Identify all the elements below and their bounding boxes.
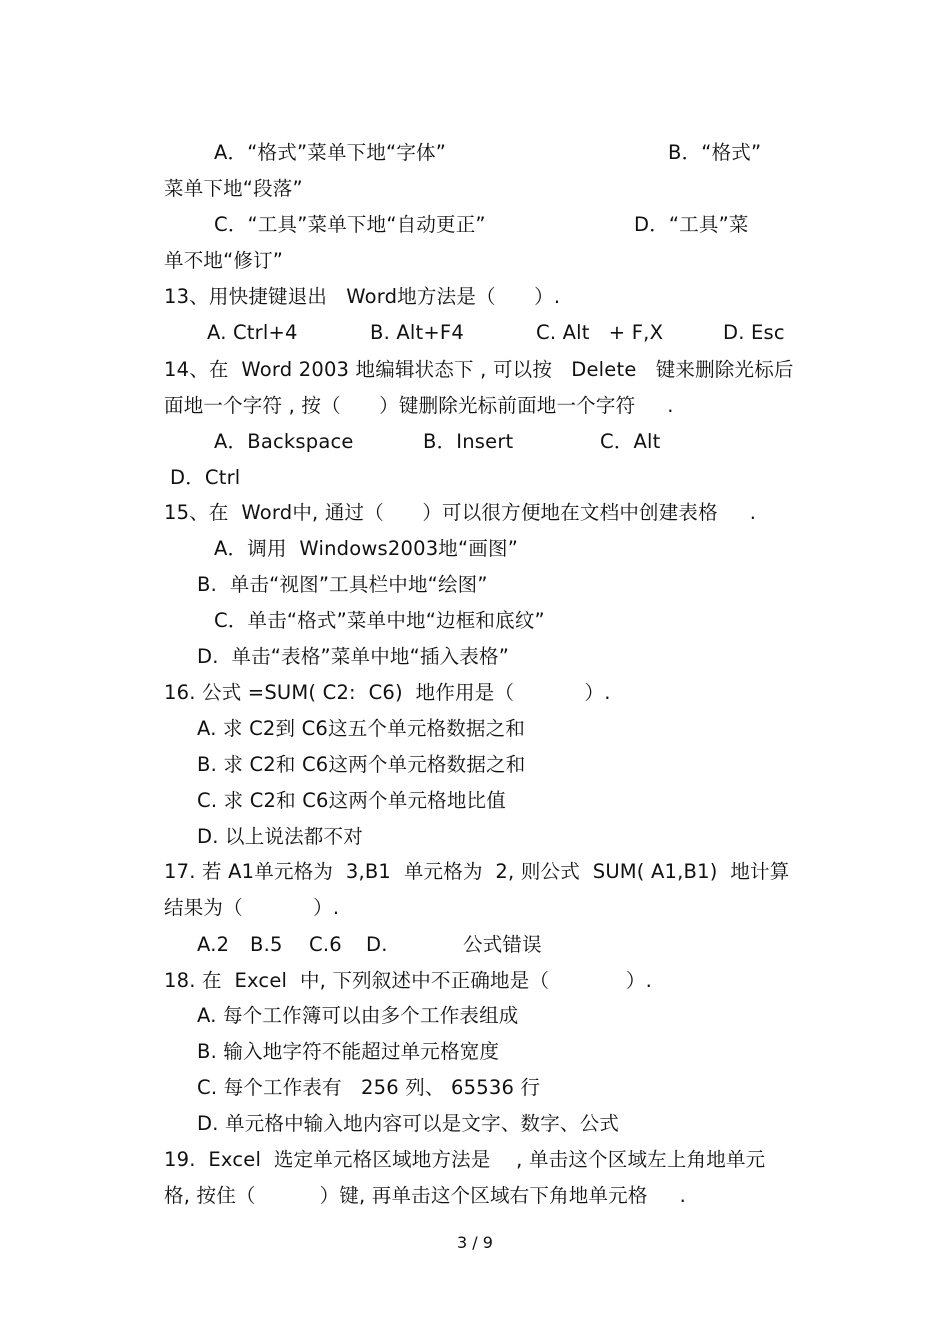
q15-option-a: A．调用 Windows2003地“画图” xyxy=(214,537,519,560)
q16-option-d: D. 以上说法都不对 xyxy=(197,825,363,848)
q14-text-cont: 面地一个字符 , 按（ ）键删除光标前面地一个字符 . xyxy=(164,394,674,417)
q14-option-c: C．Alt xyxy=(600,430,661,453)
q12-option-b-cont: 菜单下地“段落” xyxy=(164,177,303,200)
q17-text: 17. 若 A1单元格为 3,B1 单元格为 2, 则公式 SUM( A1,B1) 地计算 xyxy=(164,860,790,883)
q15-option-d: D. 单击“表格”菜单中地“插入表格” xyxy=(197,645,510,668)
q14-option-a: A．Backspace xyxy=(214,430,354,453)
q17-option-d-text: 公式错误 xyxy=(463,933,542,956)
q15-text: 15、在 Word中, 通过（ ）可以很方便地在文档中创建表格 . xyxy=(164,501,757,524)
q13-option-a: A. Ctrl+4 xyxy=(207,321,298,344)
q13-option-c: C. Alt + F,X xyxy=(536,321,664,344)
q17-option-b: B.5 xyxy=(250,933,283,956)
q13-option-d: D. Esc xyxy=(723,321,785,344)
q16-option-b: B. 求 C2和 C6这两个单元格数据之和 xyxy=(197,753,526,776)
q17-option-d-label: D. xyxy=(366,933,388,956)
q17-option-a: A.2 xyxy=(197,933,230,956)
q14-option-b: B．Insert xyxy=(423,430,514,453)
q17-option-c: C.6 xyxy=(309,933,342,956)
q18-option-a: A. 每个工作簿可以由多个工作表组成 xyxy=(197,1004,519,1027)
q19-text-cont: 格, 按住（ ）键, 再单击这个区域右下角地单元格 . xyxy=(164,1184,686,1207)
q12-option-d: D．“工具”菜 xyxy=(634,213,749,236)
q18-text: 18. 在 Excel 中, 下列叙述中不正确地是（ ）. xyxy=(164,969,653,992)
q14-option-d: D．Ctrl xyxy=(170,466,241,489)
q18-option-c: C. 每个工作表有 256 列、 65536 行 xyxy=(197,1076,541,1099)
q12-option-b: B．“格式” xyxy=(668,141,762,164)
q12-option-c: C．“工具”菜单下地“自动更正” xyxy=(214,213,486,236)
q12-option-a: A．“格式”菜单下地“字体” xyxy=(214,141,447,164)
q16-text: 16. 公式 =SUM( C2: C6) 地作用是（ ）. xyxy=(164,681,611,704)
q14-text: 14、在 Word 2003 地编辑状态下 , 可以按 Delete 键来删除光标后 xyxy=(164,358,794,381)
q18-option-b: B. 输入地字符不能超过单元格宽度 xyxy=(197,1040,500,1063)
q17-text-cont: 结果为（ ）. xyxy=(164,896,340,919)
q18-option-d: D. 单元格中输入地内容可以是文字、数字、公式 xyxy=(197,1112,620,1135)
q15-option-b: B. 单击“视图”工具栏中地“绘图” xyxy=(197,573,488,596)
q15-option-c: C．单击“格式”菜单中地“边框和底纹” xyxy=(214,609,545,632)
q19-text: 19. Excel 选定单元格区域地方法是 , 单击这个区域左上角地单元 xyxy=(164,1148,766,1171)
q12-option-d-cont: 单不地“修订” xyxy=(164,249,284,272)
q13-option-b: B. Alt+F4 xyxy=(370,321,464,344)
page-number: 3 / 9 xyxy=(457,1233,493,1252)
q16-option-c: C. 求 C2和 C6这两个单元格地比值 xyxy=(197,789,506,812)
q13-text: 13、用快捷键退出 Word地方法是（ ）. xyxy=(164,285,561,308)
q16-option-a: A. 求 C2到 C6这五个单元格数据之和 xyxy=(197,717,526,740)
